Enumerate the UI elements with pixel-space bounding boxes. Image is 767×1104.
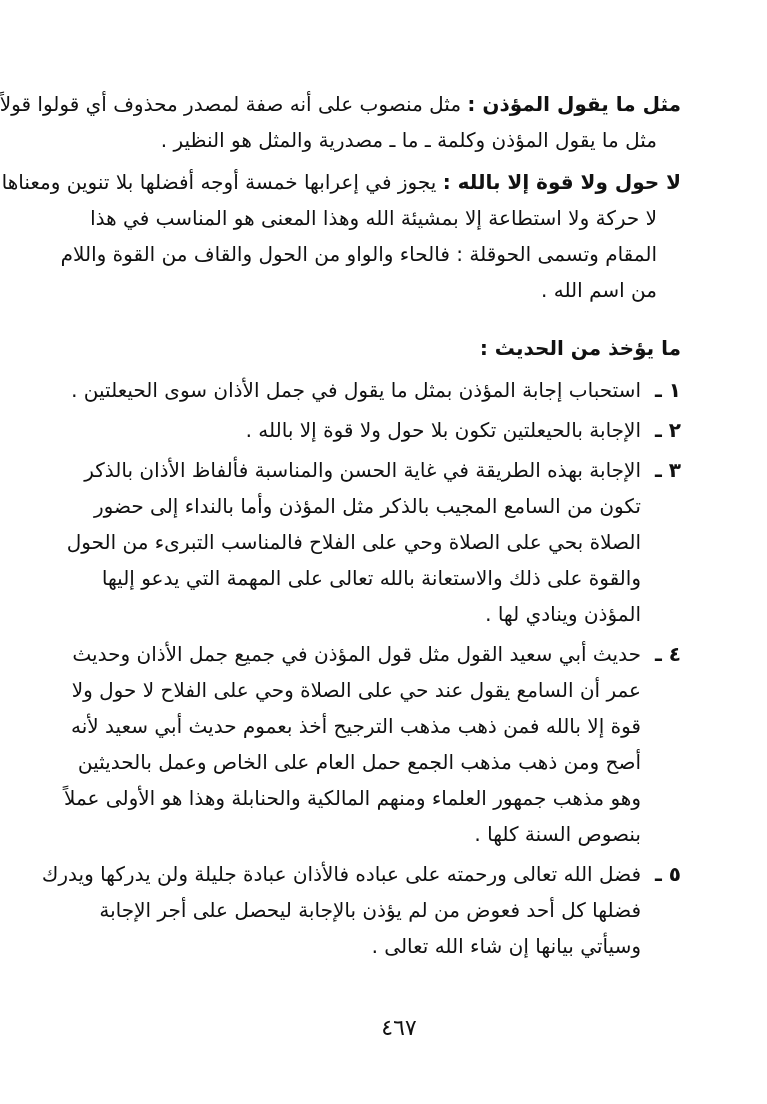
item-line: قوة إلا بالله فمن ذهب مذهب الترجيح أخذ بعموم حديث أبي سعيد لأنه (71, 714, 641, 738)
item-body (123, 412, 641, 448)
glossary-line (1, 164, 681, 200)
glossary-definition: يجوز في إعرابها خمسة أوجه أفضلها بلا تنوين ومعناها (1, 170, 437, 194)
item-line: أصح ومن ذهب مذهب الجمع حمل العام على الخاص وعمل بالحديثين (77, 750, 641, 774)
item-line: فضل الله تعالى ورحمته على عباده فالأذان عبادة جليلة ولن يدركها ويدرك (41, 862, 641, 886)
item-body (66, 452, 641, 632)
item-line: الإجابة بهذه الطريقة في غاية الحسن والمناسبة فألفاظ الأذان بالذكر (84, 458, 641, 482)
list-item-4 (64, 636, 681, 852)
glossary-term: لا حول ولا قوة إلا بالله : (442, 170, 681, 194)
glossary-line: من اسم الله . (541, 278, 657, 302)
glossary-entry-2 (1, 164, 681, 308)
item-body (41, 856, 641, 964)
page-number: ٤٦٧ (381, 1016, 417, 1041)
item-number: ٢ ـ (654, 418, 681, 442)
item-number: ٥ ـ (654, 862, 681, 886)
item-line: وسيأتي بيانها إن شاء الله تعالى . (371, 934, 641, 958)
item-number: ٣ ـ (654, 458, 681, 482)
item-line: والقوة على ذلك والاستعانة بالله تعالى على المهمة التي يدعو إليها (101, 566, 641, 590)
item-line: الإجابة بالحيعلتين تكون بلا حول ولا قوة إلا بالله . (245, 418, 641, 442)
item-line: الصلاة بحي على الصلاة وحي على الفلاح فالمناسب التبرىء من الحول (66, 530, 641, 554)
item-line: حديث أبي سعيد القول مثل قول المؤذن في جميع جمل الأذان وحديث (72, 642, 641, 666)
glossary-line: لا حركة ولا استطاعة إلا بمشيئة الله وهذا المعنى هو المناسب في هذا (90, 206, 657, 230)
item-line: استحباب إجابة المؤذن بمثل ما يقول في جمل الأذان سوى الحيعلتين . (71, 378, 641, 402)
list-item-2 (123, 412, 681, 448)
glossary-definition: مثل منصوب على أنه صفة لمصدر محذوف أي قولوا قولاً (0, 92, 462, 116)
item-number: ١ ـ (654, 378, 681, 402)
list-item-1 (71, 372, 681, 408)
glossary-line: المقام وتسمى الحوقلة : فالحاء والواو من الحول والقاف من القوة واللام (60, 242, 657, 266)
item-line: تكون من السامع المجيب بالذكر مثل المؤذن وأما بالنداء إلى حضور (93, 494, 641, 518)
item-line: المؤذن وينادي لها . (485, 602, 641, 626)
item-body (64, 636, 641, 852)
item-number: ٤ ـ (654, 642, 681, 666)
item-line: فضلها كل أحد فعوض من لم يؤذن بالإجابة ليحصل على أجر الإجابة (99, 898, 641, 922)
list-item-5 (41, 856, 681, 964)
section-heading: ما يؤخذ من الحديث : (479, 336, 681, 360)
item-line: وهو مذهب جمهور العلماء ومنهم المالكية والحنابلة وهذا هو الأولى عملاً (64, 786, 641, 810)
item-line: عمر أن السامع يقول عند حي على الصلاة وحي على الفلاح لا حول ولا (71, 678, 641, 702)
glossary-line (0, 86, 681, 122)
item-body (71, 372, 641, 408)
glossary-entry-1 (0, 86, 681, 158)
item-line: بنصوص السنة كلها . (474, 822, 641, 846)
list-item-3 (66, 452, 681, 632)
glossary-term: مثل ما يقول المؤذن : (467, 92, 681, 116)
glossary-line: مثل ما يقول المؤذن وكلمة ـ ما ـ مصدرية والمثل هو النظير . (160, 128, 657, 152)
